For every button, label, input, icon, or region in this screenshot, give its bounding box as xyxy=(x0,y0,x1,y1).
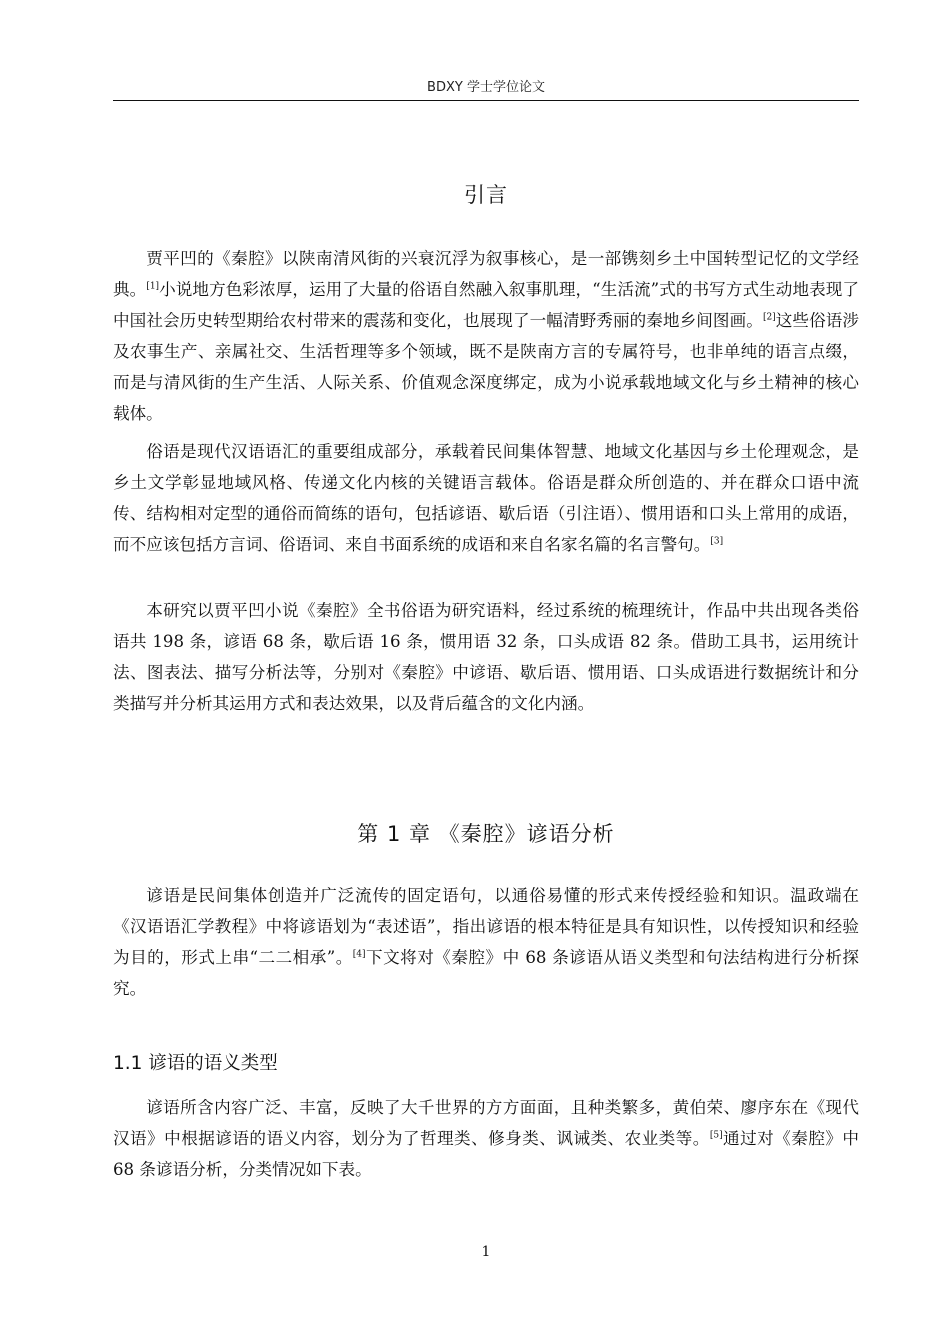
chapter-1-paragraph-1 xyxy=(113,880,859,1004)
section-1-1-heading: 1.1 谚语的语义类型 xyxy=(113,1053,278,1074)
introduction-paragraph-1 xyxy=(113,243,859,429)
paragraph-text: 通过对《秦腔》中 68 条谚语分析，分类情况如下表。 xyxy=(113,1129,860,1179)
introduction-title: 引言 xyxy=(464,183,508,207)
citation-ref: [3] xyxy=(710,536,724,547)
paragraph-text: 谚语是民间集体创造并广泛流传的固定语句，以通俗易懂的形式来传授经验和知识。温政端在《汉语语汇学教程》中将谚语划为“表述语”，指出谚语的根本特征是具有知识性，以传授知识和经验为目的，形式上串“二二相承”。 xyxy=(113,886,859,967)
header-rule xyxy=(113,100,859,101)
paragraph-text: 贾平凹的《秦腔》以陕南清风街的兴衰沉浮为叙事核心，是一部镌刻乡土中国转型记忆的文学经典。 xyxy=(113,249,859,299)
paragraph-text: 谚语所含内容广泛、丰富，反映了大千世界的方方面面，且种类繁多，黄伯荣、廖序东在《现代汉语》中根据谚语的语义内容，划分为了哲理类、修身类、讽诫类、农业类等。 xyxy=(113,1098,859,1148)
citation-ref: [4] xyxy=(352,949,366,960)
citation-ref: [5] xyxy=(709,1130,723,1141)
paragraph-text: 小说地方色彩浓厚，运用了大量的俗语自然融入叙事肌理，“生活流”式的书写方式生动地表现了中国社会历史转型期给农村带来的震荡和变化，也展现了一幅清野秀丽的秦地乡间图画。 xyxy=(113,280,859,330)
introduction-paragraph-2 xyxy=(113,436,859,560)
paragraph-text: 这些俗语涉及农事生产、亲属社交、生活哲理等多个领域，既不是陕南方言的专属符号，也非单纯的语言点缀，而是与清风街的生产生活、人际关系、价值观念深度绑定，成为小说承载地域文化与乡土精神的核心载体。 xyxy=(113,311,860,423)
running-header: BDXY 学士学位论文 xyxy=(427,80,545,95)
paragraph-text: 下文将对《秦腔》中 68 条谚语从语义类型和句法结构进行分析探究。 xyxy=(113,948,859,998)
chapter-1-title: 第 1 章 《秦腔》谚语分析 xyxy=(357,822,615,846)
citation-ref: [2] xyxy=(762,312,776,323)
page-number: 1 xyxy=(481,1244,491,1260)
section-1-1-paragraph-1 xyxy=(113,1092,859,1185)
introduction-paragraph-3: 本研究以贾平凹小说《秦腔》全书俗语为研究语料，经过系统的梳理统计，作品中共出现各类俗语共 198 条，谚语 68 条，歇后语 16 条，惯用语 32 条，口头成语 82 条。借助工具书，运用统计法、图表法、描写分析法等，分别对《秦腔》中谚语、歇后语、惯用语、口头成语进行数据统计和分类描写并分析其运用方式和表达效果，以及背后蕴含的文化内涵。 xyxy=(113,601,859,713)
paragraph-text: 俗语是现代汉语语汇的重要组成部分，承载着民间集体智慧、地域文化基因与乡土伦理观念，是乡土文学彰显地域风格、传递文化内核的关键语言载体。俗语是群众所创造的、并在群众口语中流传、结构相对定型的通俗而简练的语句，包括谚语、歇后语（引注语）、惯用语和口头上常用的成语，而不应该包括方言词、俗语词、来自书面系统的成语和来自名家名篇的名言警句。 xyxy=(113,442,859,554)
citation-ref: [1] xyxy=(146,281,160,292)
